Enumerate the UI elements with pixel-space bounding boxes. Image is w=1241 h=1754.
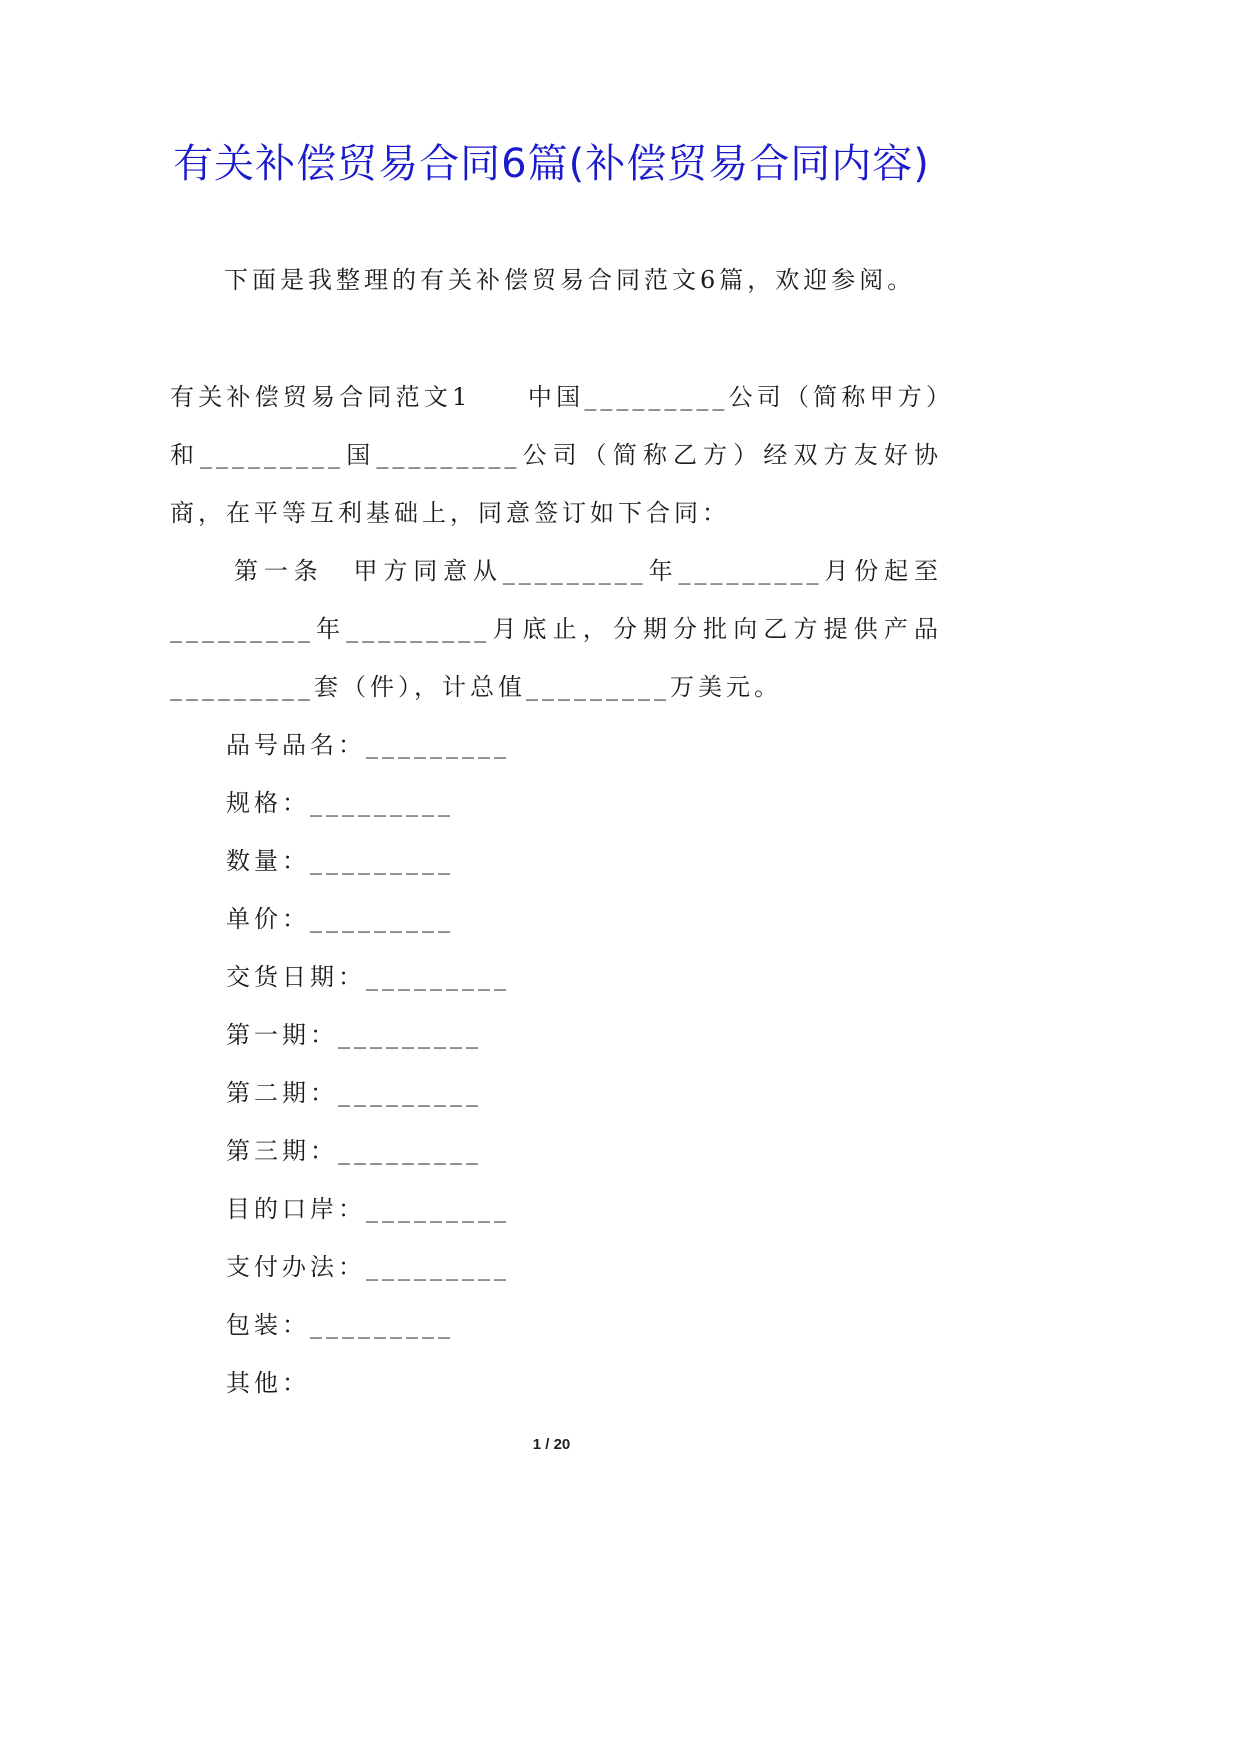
field-phase-1: 第一期：_________: [226, 1021, 482, 1049]
field-specification: 规格：_________: [226, 789, 454, 817]
field-product-name: 品号品名：_________: [226, 731, 510, 759]
product-field-list: [226, 716, 510, 1412]
field-other: 其他：: [226, 1369, 310, 1397]
intro-paragraph: 下面是我整理的有关补偿贸易合同范文6篇，欢迎参阅。: [224, 266, 916, 294]
field-payment-method: 支付办法：_________: [226, 1253, 510, 1281]
field-destination-port: 目的口岸：_________: [226, 1195, 510, 1223]
field-unit-price: 单价：_________: [226, 905, 454, 933]
field-quantity: 数量：_________: [226, 847, 454, 875]
contract-article-1: 第一条 甲方同意从_________年_________月份起至_________年_________月底止，分期分批向乙方提供产品_________套（件），计总值_________万美元。: [170, 557, 942, 701]
field-phase-3: 第三期：_________: [226, 1137, 482, 1165]
field-delivery-date: 交货日期：_________: [226, 963, 510, 991]
contract-paragraph-1: 有关补偿贸易合同范文1 中国_________公司（简称甲方）和_________国_________公司（简称乙方）经双方友好协商，在平等互利基础上，同意签订如下合同：: [170, 383, 942, 527]
page-number: 1 / 20: [532, 1436, 571, 1453]
field-packaging: 包装：_________: [226, 1311, 454, 1339]
field-phase-2: 第二期：_________: [226, 1079, 482, 1107]
document-title: 有关补偿贸易合同6篇(补偿贸易合同内容): [173, 141, 930, 187]
